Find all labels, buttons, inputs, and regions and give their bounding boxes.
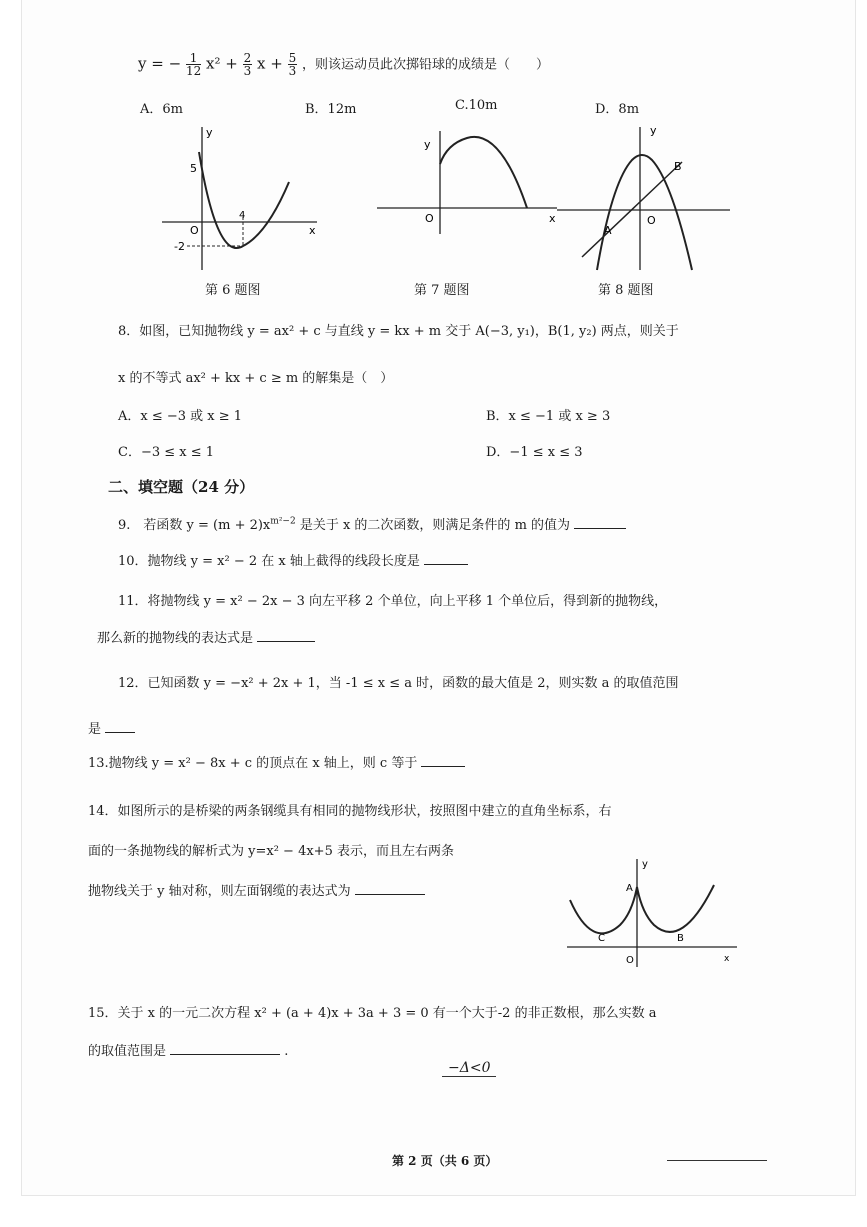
figure-6-graph — [157, 122, 327, 272]
q12-answer-blank[interactable] — [105, 718, 135, 733]
figure-7-caption: 第 7 题图 — [414, 283, 470, 298]
q9-text: 9. 若函数 y = (m + 2)x — [118, 518, 271, 533]
q14-line-1: 14．如图所示的是桥梁的两条钢缆具有相同的抛物线形状，按照图中建立的直角坐标系，右 — [88, 804, 612, 819]
q5-option-c: C.10m — [455, 98, 498, 113]
fig7-x-label: x — [549, 212, 556, 225]
section-2-title: 二、填空题（24 分） — [108, 478, 255, 496]
footer-rule — [667, 1160, 767, 1161]
q11-answer-blank[interactable] — [257, 627, 315, 642]
q9-answer-blank[interactable] — [574, 514, 626, 529]
figure-8-caption: 第 8 题图 — [598, 283, 654, 298]
q9-tail: 是关于 x 的二次函数，则满足条件的 m 的值为 — [295, 518, 571, 533]
fig6-y-label: y — [206, 126, 213, 139]
figure-8-graph — [552, 122, 732, 272]
q14-fig-point-a: A — [626, 883, 633, 894]
q13-question — [88, 752, 465, 771]
q14-line-3: 抛物线关于 y 轴对称，则左面钢缆的表达式为 — [88, 884, 351, 899]
q11-line-1: 11．将抛物线 y = x² − 2x − 3 向左平移 2 个单位，向上平移 1 个单位后，得到新的抛物线， — [118, 594, 668, 609]
q8-option-d: D．−1 ≤ x ≤ 3 — [486, 445, 583, 460]
fig6-tick-5: 5 — [190, 162, 197, 175]
q5-option-b: B．12m — [305, 102, 357, 117]
fig6-x-label: x — [309, 224, 316, 237]
q12-line-2: 是 — [88, 722, 102, 737]
q14-fig-y-label: y — [642, 859, 648, 870]
page-footer: 第 2 页（共 6 页） — [392, 1154, 498, 1168]
formula-mid-2: x + — [257, 54, 288, 73]
q15-line-2: 的取值范围是 — [88, 1044, 167, 1059]
q15-line-1: 15．关于 x 的一元二次方程 x² + (a + 4)x + 3a + 3 = 0 有一个大于-2 的非正数根，那么实数 a — [88, 1006, 657, 1021]
fraction-1: $\frac{1}{12}$ — [185, 51, 202, 78]
q5-option-d: D．8m — [595, 102, 640, 117]
q12-line-1: 12．已知函数 y = −x² + 2x + 1，当 -1 ≤ x ≤ a 时，函数的最大值是 2，则实数 a 的取值范围 — [118, 676, 679, 691]
fraction-3: $\frac{5}{3}$ — [288, 51, 297, 78]
figure-6-caption: 第 6 题图 — [205, 283, 261, 298]
q14-answer-blank[interactable] — [355, 880, 425, 895]
q14-fig-origin: O — [626, 955, 634, 966]
fig6-origin: O — [190, 224, 199, 237]
fig8-origin: O — [647, 214, 656, 227]
q9-exponent: m²−2 — [270, 516, 296, 527]
q14-fig-point-b: B — [677, 933, 684, 944]
q11-line-2: 那么新的抛物线的表达式是 — [97, 631, 254, 646]
q5-question-text: ，则该运动员此次掷铅球的成绩是（ ） — [302, 57, 550, 73]
fig6-tick-neg2: -2 — [174, 240, 185, 253]
q8-option-a: A．x ≤ −3 或 x ≥ 1 — [118, 409, 243, 424]
fig8-point-b: B — [674, 160, 682, 173]
q5-formula — [138, 52, 549, 77]
fig6-tick-4: 4 — [239, 210, 246, 221]
fraction-2: $\frac{2}{3}$ — [243, 51, 252, 78]
formula-mid-1: x² + — [206, 54, 243, 73]
q10-text: 10．抛物线 y = x² − 2 在 x 轴上截得的线段长度是 — [118, 554, 420, 569]
q14-line-3-wrap — [88, 880, 425, 899]
exam-page — [22, 0, 855, 1195]
q15-line-2-wrap: 的取值范围是 . — [88, 1040, 288, 1059]
q15-answer-blank[interactable] — [170, 1040, 280, 1055]
q14-line-2: 面的一条抛物线的解析式为 y=x² − 4x+5 表示，而且左右两条 — [88, 844, 454, 859]
q9-question — [118, 514, 626, 533]
q8-option-b: B．x ≤ −1 或 x ≥ 3 — [486, 409, 611, 424]
q14-fig-x-label: x — [724, 954, 730, 964]
handwritten-note: −Δ<0 — [442, 1060, 496, 1077]
q10-question — [118, 550, 468, 569]
q11-line-2-wrap — [97, 627, 315, 646]
fig7-y-label: y — [424, 138, 431, 151]
figure-7-graph — [352, 126, 562, 236]
fig7-origin: O — [425, 212, 434, 225]
q14-figure — [562, 855, 742, 970]
q13-answer-blank[interactable] — [421, 752, 465, 767]
q8-line-2: x 的不等式 ax² + kx + c ≥ m 的解集是（ ） — [118, 371, 394, 386]
q10-answer-blank[interactable] — [424, 550, 468, 565]
q14-fig-point-c: C — [598, 933, 605, 944]
fig8-point-a: A — [604, 224, 612, 237]
fig8-y-label: y — [650, 124, 657, 137]
q12-line-2-wrap — [88, 718, 135, 737]
q8-line-1: 8．如图，已知抛物线 y = ax² + c 与直线 y = kx + m 交于 A(−3, y₁)，B(1, y₂) 两点，则关于 — [118, 324, 679, 339]
q13-text: 13.抛物线 y = x² − 8x + c 的顶点在 x 轴上，则 c 等于 — [88, 756, 418, 771]
q5-option-a: A．6m — [140, 102, 183, 117]
q8-option-c: C．−3 ≤ x ≤ 1 — [118, 445, 215, 460]
formula-prefix: y = − — [138, 54, 182, 73]
